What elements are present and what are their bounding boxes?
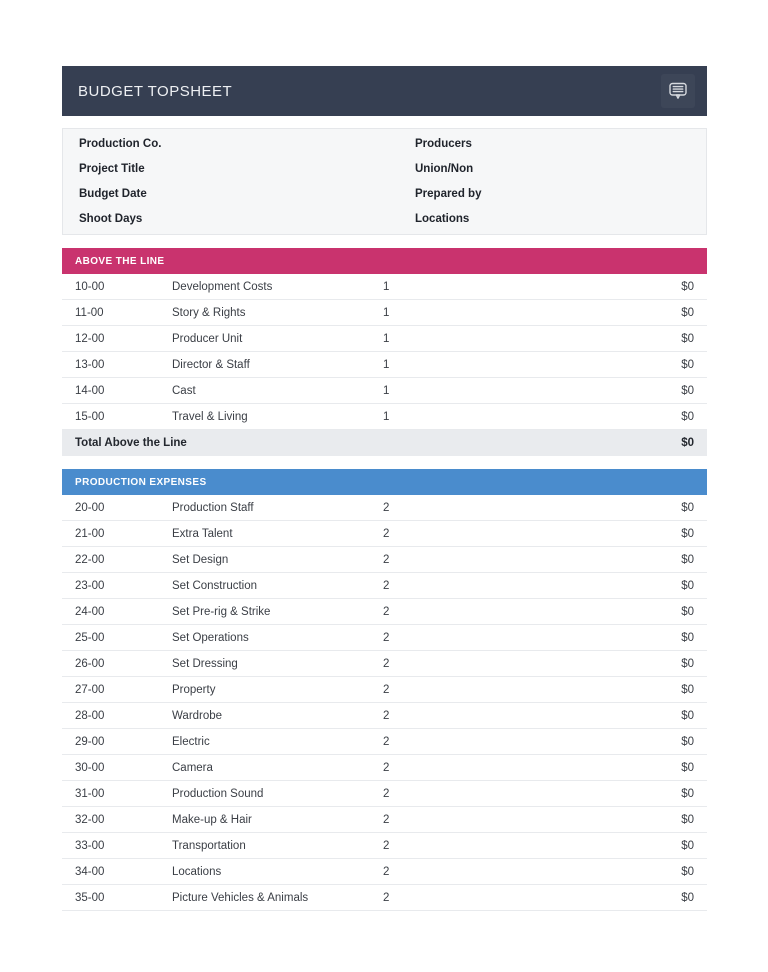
line-code: 13-00 (75, 358, 105, 371)
line-qty: 1 (383, 332, 390, 345)
line-qty: 2 (383, 683, 390, 696)
line-name: Development Costs (172, 280, 273, 293)
line-amount: $0 (681, 761, 694, 774)
line-qty: 1 (383, 358, 390, 371)
budget-line-row[interactable] (62, 885, 707, 911)
line-code: 24-00 (75, 605, 105, 618)
info-label-locations: Locations (415, 213, 470, 225)
line-code: 26-00 (75, 657, 105, 670)
budget-line-row[interactable] (62, 599, 707, 625)
line-qty: 2 (383, 813, 390, 826)
budget-line-row[interactable] (62, 274, 707, 300)
line-qty: 2 (383, 527, 390, 540)
line-code: 29-00 (75, 735, 105, 748)
line-code: 35-00 (75, 891, 105, 904)
budget-line-row[interactable] (62, 300, 707, 326)
info-label-producers: Producers (415, 138, 472, 150)
line-code: 10-00 (75, 280, 105, 293)
budget-line-row[interactable] (62, 521, 707, 547)
line-name: Set Dressing (172, 657, 238, 670)
line-amount: $0 (681, 735, 694, 748)
line-code: 31-00 (75, 787, 105, 800)
line-qty: 2 (383, 891, 390, 904)
total-label: Total Above the Line (75, 437, 187, 449)
line-amount: $0 (681, 332, 694, 345)
line-code: 22-00 (75, 553, 105, 566)
line-name: Production Sound (172, 787, 264, 800)
line-name: Set Design (172, 553, 229, 566)
section-header (62, 469, 707, 495)
budget-line-row[interactable] (62, 755, 707, 781)
budget-line-row[interactable] (62, 677, 707, 703)
info-label-union-non: Union/Non (415, 163, 474, 175)
line-name: Property (172, 683, 216, 696)
line-qty: 1 (383, 306, 390, 319)
budget-line-row[interactable] (62, 326, 707, 352)
line-name: Make-up & Hair (172, 813, 252, 826)
line-amount: $0 (681, 527, 694, 540)
line-qty: 2 (383, 787, 390, 800)
line-qty: 2 (383, 553, 390, 566)
info-label-budget-date: Budget Date (79, 188, 147, 200)
comment-button[interactable] (661, 74, 695, 108)
line-amount: $0 (681, 839, 694, 852)
line-qty: 2 (383, 605, 390, 618)
line-code: 20-00 (75, 501, 105, 514)
budget-section (62, 248, 707, 456)
line-qty: 2 (383, 579, 390, 592)
section-total-row (62, 430, 707, 456)
info-label-production-co: Production Co. (79, 138, 162, 150)
line-name: Story & Rights (172, 306, 246, 319)
budget-line-row[interactable] (62, 495, 707, 521)
line-name: Director & Staff (172, 358, 250, 371)
line-name: Picture Vehicles & Animals (172, 891, 309, 904)
line-amount: $0 (681, 605, 694, 618)
line-name: Production Staff (172, 501, 254, 514)
info-label-prepared-by: Prepared by (415, 188, 482, 200)
line-qty: 2 (383, 501, 390, 514)
budget-line-row[interactable] (62, 807, 707, 833)
line-code: 11-00 (75, 306, 104, 319)
line-qty: 1 (383, 384, 390, 397)
budget-sections (62, 248, 707, 911)
line-qty: 2 (383, 657, 390, 670)
line-name: Camera (172, 761, 213, 774)
line-amount: $0 (681, 384, 694, 397)
line-amount: $0 (681, 553, 694, 566)
budget-line-row[interactable] (62, 859, 707, 885)
budget-section (62, 469, 707, 911)
section-title: ABOVE THE LINE (75, 255, 165, 267)
line-amount: $0 (681, 683, 694, 696)
comment-icon (666, 79, 690, 103)
section-header (62, 248, 707, 274)
budget-line-row[interactable] (62, 352, 707, 378)
line-code: 23-00 (75, 579, 105, 592)
budget-line-row[interactable] (62, 404, 707, 430)
line-code: 27-00 (75, 683, 105, 696)
line-amount: $0 (681, 813, 694, 826)
info-label-shoot-days: Shoot Days (79, 213, 143, 225)
line-amount: $0 (681, 501, 694, 514)
line-qty: 2 (383, 735, 390, 748)
line-amount: $0 (681, 280, 694, 293)
info-label-project-title: Project Title (79, 163, 145, 175)
line-name: Cast (172, 384, 196, 397)
info-panel (62, 128, 707, 235)
budget-line-row[interactable] (62, 703, 707, 729)
budget-topsheet-page (62, 66, 707, 911)
line-code: 30-00 (75, 761, 105, 774)
line-amount: $0 (681, 358, 694, 371)
line-code: 12-00 (75, 332, 105, 345)
budget-line-row[interactable] (62, 833, 707, 859)
budget-line-row[interactable] (62, 378, 707, 404)
budget-line-row[interactable] (62, 781, 707, 807)
line-code: 33-00 (75, 839, 105, 852)
line-qty: 2 (383, 839, 390, 852)
line-code: 34-00 (75, 865, 105, 878)
budget-line-row[interactable] (62, 547, 707, 573)
line-qty: 2 (383, 761, 390, 774)
line-amount: $0 (681, 891, 694, 904)
line-qty: 2 (383, 865, 390, 878)
line-amount: $0 (681, 865, 694, 878)
section-title: PRODUCTION EXPENSES (75, 476, 207, 488)
line-name: Extra Talent (172, 527, 233, 540)
line-code: 21-00 (75, 527, 105, 540)
line-amount: $0 (681, 709, 694, 722)
total-amount: $0 (681, 437, 694, 449)
line-qty: 2 (383, 709, 390, 722)
line-name: Locations (172, 865, 222, 878)
line-code: 32-00 (75, 813, 105, 826)
budget-line-row[interactable] (62, 573, 707, 599)
line-name: Travel & Living (172, 410, 248, 423)
page-title: BUDGET TOPSHEET (78, 82, 233, 100)
line-code: 25-00 (75, 631, 105, 644)
titlebar (62, 66, 707, 116)
line-code: 15-00 (75, 410, 105, 423)
line-amount: $0 (681, 787, 694, 800)
line-qty: 2 (383, 631, 390, 644)
line-qty: 1 (383, 410, 390, 423)
line-amount: $0 (681, 306, 694, 319)
line-qty: 1 (383, 280, 390, 293)
line-name: Set Construction (172, 579, 258, 592)
line-name: Set Pre-rig & Strike (172, 605, 271, 618)
line-amount: $0 (681, 579, 694, 592)
budget-line-row[interactable] (62, 729, 707, 755)
line-code: 14-00 (75, 384, 105, 397)
line-amount: $0 (681, 657, 694, 670)
line-name: Wardrobe (172, 709, 223, 722)
line-code: 28-00 (75, 709, 105, 722)
line-name: Set Operations (172, 631, 249, 644)
line-amount: $0 (681, 410, 694, 423)
line-name: Transportation (172, 839, 246, 852)
budget-line-row[interactable] (62, 625, 707, 651)
line-amount: $0 (681, 631, 694, 644)
budget-line-row[interactable] (62, 651, 707, 677)
line-name: Producer Unit (172, 332, 243, 345)
line-name: Electric (172, 735, 210, 748)
